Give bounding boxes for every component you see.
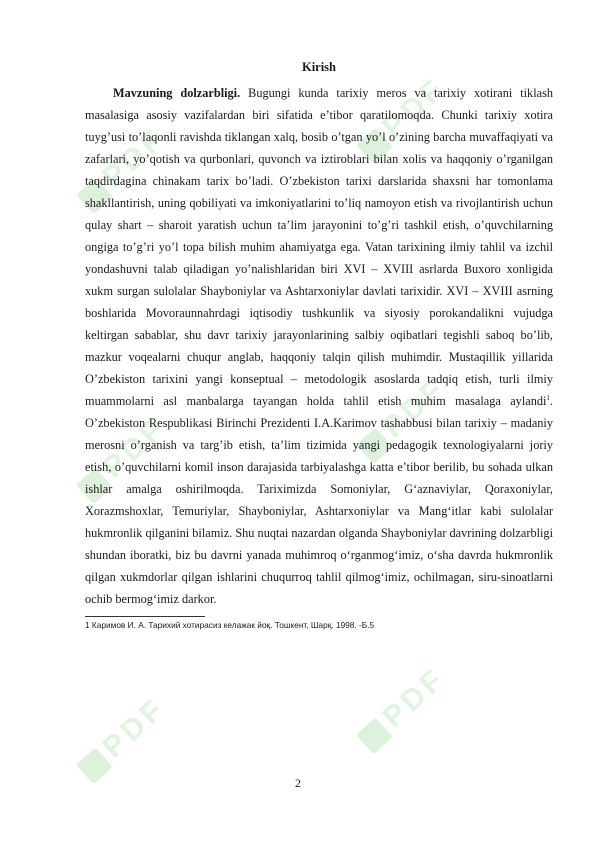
watermark-mark: PDF <box>73 688 177 787</box>
body-paragraph <box>85 82 553 610</box>
paragraph-part-1: Bugungi kunda tarixiy meros va tarixiy xotirani tiklash masalasiga asosiy vazifalardan biri sifatida e’tibor qaratilomoqda. Chunki tarixiy xotira tuyg’usi to’laqonli ravishda tiklangan xalq, bosib o’tgan yo’l o’zining barcha muvaffaqiyati va zafarlari, yo’qotish va qurbonlari, quvonch va iztiroblari bilan xolis va haqqoniy o’rganilgan taqdirdagina chinakam tarix bo’ladi. O’zbekiston tarixi darslarida shaxsni har tomonlama shakllantirish, uning qobiliyati va imkoniyatlarini to’liq namoyon etish va rivojlantirish uchun qulay shart – sharoit yaratish uchun ta’lim jarayonini to’g’ri tashkil etish, o’quvchilarning ongiga to’g’ri yo’l topa bilish muhim ahamiyatga ega. Vatan tarixining ilmiy tahlil va izchil yondashuvni talab qiladigan yo’nalishlaridan biri XVI – XVIII asrlarda Buxoro xonligida xukm surgan sulolalar Shayboniylar va Ashtarxoniylar davlati tarixidir. XVI – XVIII asrning boshlarida Movoraunnahrdagi iqtisodiy tushkunlik va siyosiy porokandalikni vujudga keltirgan sabablar, shu davr tarixiy jarayonlarining salbiy oqibatlari tegishli saboq bo’lib, mazkur voqealarni chuqur anglab, haqqoniy talqin qilish muhimdir. Mustaqillik yillarida O’zbekiston tarixini yangi konseptual – metodologik asoslarda tadqiq etish, turli ilmiy muammolarni asl manbalarga tayangan holda tahlil etish muhim masalaga aylandi <box>85 86 554 408</box>
watermark-mark: PDF <box>353 368 457 467</box>
watermark-mark: PDF <box>353 658 457 757</box>
page-title: Kirish <box>301 60 337 74</box>
footnote-reference[interactable]: 1 <box>546 393 550 402</box>
footnote-divider <box>85 616 205 617</box>
paragraph-part-2: . O’zbekiston Respublikasi Birinchi Prezidenti I.A.Karimov tashabbusi bilan tarixiy – madaniy merosni o’rganish va targ’ib etish, ta’lim tizimida yangi pedagogik texnologiyalarni joriy etish, o’quvchilarni komil inson darajasida tarbiyalashga katta e’tibor berilib, bu sohada ulkan ishlar amalga oshirilmoqda. Tariximizda Somoniylar, G‘aznaviylar, Qoraxoniylar, Xorazmshoxlar, Temuriylar, Shayboniylar, Ashtarxoniylar va Mang‘itlar kabi sulolalar hukmronlik qilganini bilamiz. Shu nuqtai nazardan olganda Shayboniylar davrining dolzarbligi shundan iboratki, biz bu davrni yanada muhimroq o‘rganmog‘imiz, o‘sha davrda hukmronlik qilgan xukmdorlar qilgan ishlarini chuqurroq tahlil qilmog‘imiz, ochilmagan, siru-sinoatlarni ochib bermog‘imiz darkor. <box>85 394 553 606</box>
watermark-mark: PDF <box>73 408 177 507</box>
footnote: 1 Каримов И. А. Тарихий хотирасиз келажак йоқ. Тошкент, Шарқ. 1998. -Б.5 <box>85 620 375 630</box>
watermark-mark: PDF <box>353 68 457 167</box>
page-number: 2 <box>295 776 301 790</box>
watermark-mark: PDF <box>73 118 177 217</box>
lead-phrase: Mavzuning dolzarbligi. <box>113 86 241 100</box>
document-page <box>85 58 553 631</box>
